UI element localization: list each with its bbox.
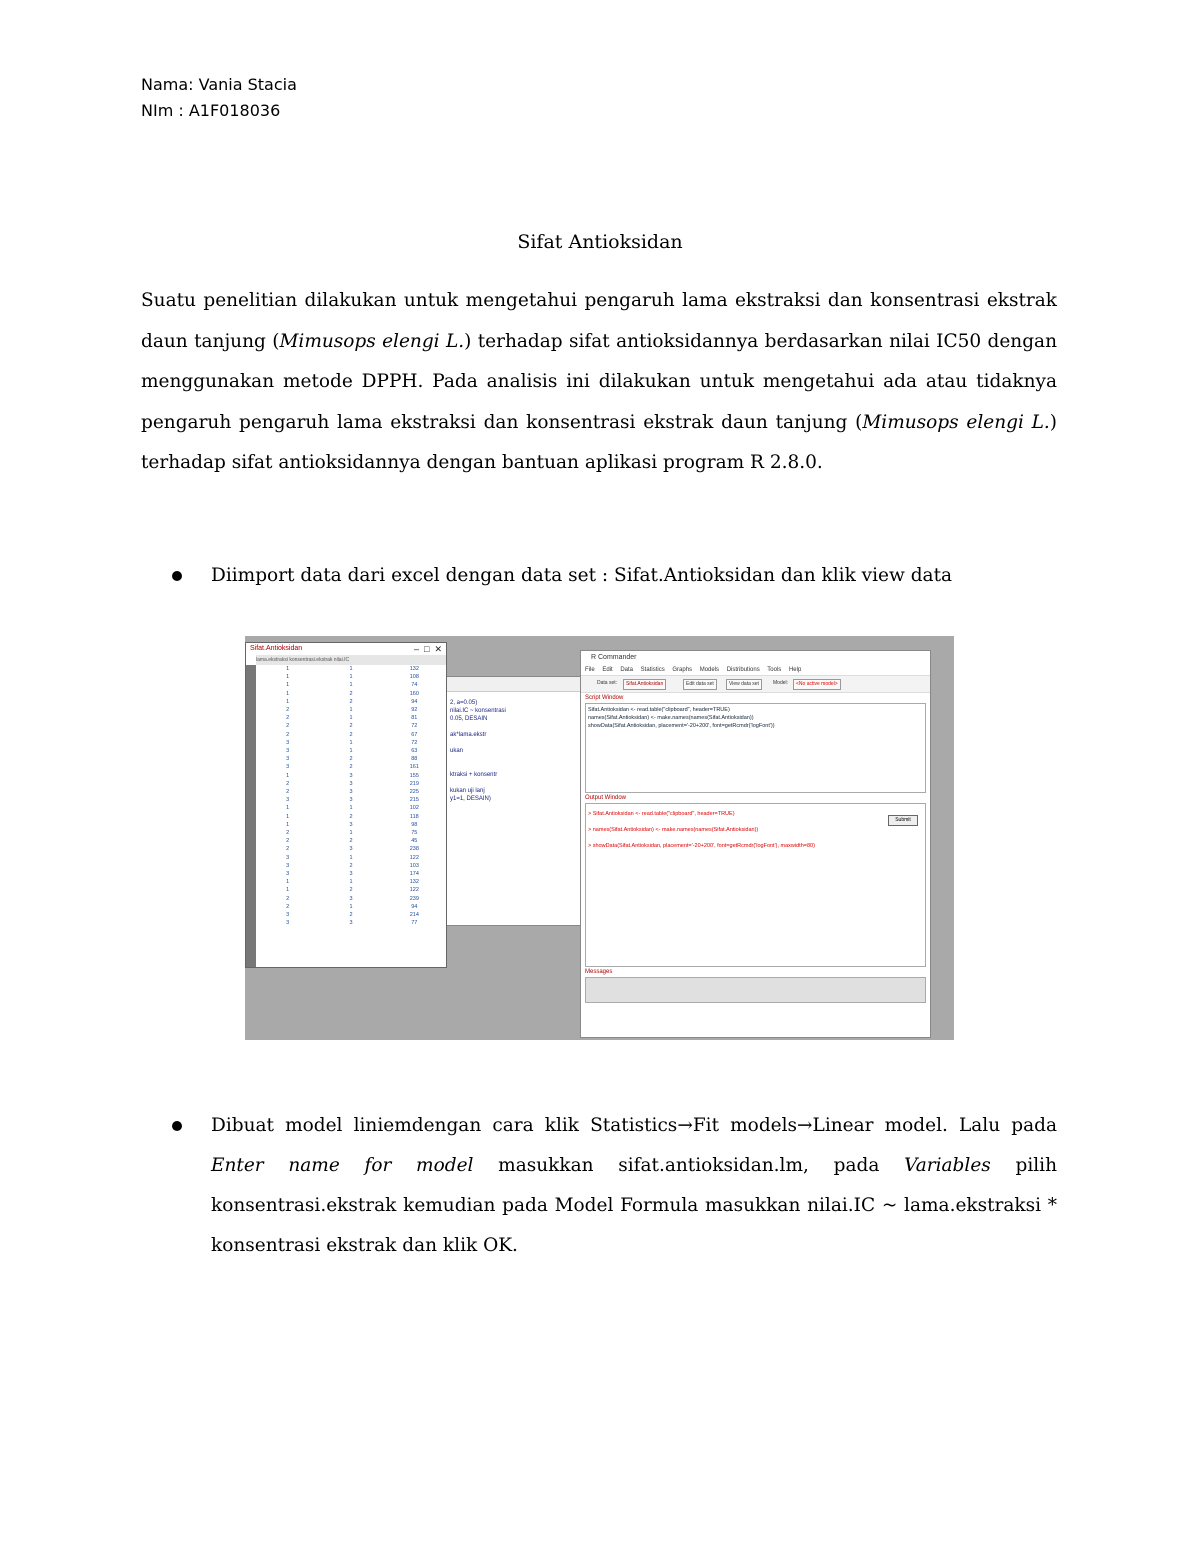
rcmdr-menu[interactable]: File Edit Data Statistics Graphs Models Distributions Tools Help (585, 667, 802, 673)
code-line (450, 739, 506, 747)
r-commander-screenshot (245, 636, 954, 1040)
table-cell: 2 (349, 698, 353, 705)
table-cell: 81 (411, 715, 418, 722)
species-name-2: Mimusops elengi L. (862, 411, 1050, 433)
submit-button[interactable]: Submit (888, 815, 918, 826)
rcmdr-window (580, 650, 931, 1038)
table-cell: 98 (411, 821, 418, 828)
table-cell: 1 (286, 879, 290, 886)
table-cell: 1 (349, 707, 353, 714)
table-cell: 1 (286, 813, 290, 820)
messages-label: Messages (585, 969, 613, 975)
intro-text-2: ) terhadap sifat antioksidannya berdasarkan nilai IC50 dengan menggunakan metode DPPH. Pada analisis ini dilakukan untuk mengetahui ada atau tidaknya pengaruh pengaruh lama ekstraksi dan konsentrasi ekstrak daun tanjung ( (141, 330, 1058, 433)
table-row (256, 919, 446, 927)
table-cell: 1 (349, 739, 353, 746)
table-row (256, 698, 446, 706)
table-cell: 1 (286, 805, 290, 812)
table-cell: 1 (349, 682, 353, 689)
table-row (256, 714, 446, 722)
intro-text-1: Suatu penelitian dilakukan untuk mengetahui pengaruh lama ekstraksi dan konsentrasi ekstrak daun tanjung ( (141, 290, 1057, 352)
intro-paragraph (141, 281, 1057, 484)
table-cell: 174 (409, 871, 419, 878)
table-cell: 108 (409, 674, 419, 681)
table-cell: 1 (349, 903, 353, 910)
data-header-row: lama.ekstraksi konsentrasi.ekstrak nilai.IC (256, 655, 446, 665)
output-label: Output Window (585, 795, 627, 801)
view-data-button[interactable]: View data set (726, 679, 762, 690)
table-row (256, 837, 446, 845)
dataset-label: Data set: (597, 680, 618, 686)
table-cell: 3 (349, 871, 353, 878)
table-cell: 1 (286, 772, 290, 779)
table-cell: 1 (286, 690, 290, 697)
bullet-dot-1 (172, 571, 182, 581)
table-cell: 132 (409, 666, 419, 672)
table-cell: 2 (286, 903, 290, 910)
code-line: 0.05, DESAIN (450, 716, 488, 722)
table-cell: 94 (411, 903, 418, 910)
table-row (256, 673, 446, 681)
table-cell: 63 (411, 748, 418, 755)
table-row (256, 755, 446, 763)
table-cell: 77 (411, 920, 418, 927)
b2-text-5: pilih konsentrasi.ekstrak kemudian pada Model Formula masukkan nilai.IC ~ lama.ekstraksi * konsentrasi ekstrak dan klik OK. (211, 1155, 1057, 1256)
table-row (256, 862, 446, 870)
table-cell: 45 (411, 838, 418, 845)
table-row (256, 796, 446, 804)
table-cell: 2 (286, 780, 290, 787)
table-row (256, 706, 446, 714)
table-cell: 2 (286, 895, 290, 902)
table-cell: 1 (286, 887, 290, 894)
table-cell: 2 (349, 912, 353, 919)
code-line: kukan uji lanj (450, 788, 485, 794)
table-cell: 3 (286, 748, 290, 755)
table-row (256, 788, 446, 796)
table-cell: 2 (286, 715, 290, 722)
code-line: ak*lama.ekstr (450, 732, 487, 738)
table-cell: 1 (349, 830, 353, 837)
b2-text-1: Dibuat model liniemdengan cara klik Statistics (211, 1115, 678, 1136)
table-row (256, 690, 446, 698)
output-window (585, 803, 926, 967)
code-line: ukan (450, 748, 464, 754)
table-row (256, 821, 446, 829)
table-cell: 72 (411, 723, 418, 730)
table-cell: 3 (286, 912, 290, 919)
table-row (256, 886, 446, 894)
table-cell: 1 (349, 715, 353, 722)
dataset-button[interactable]: Sifat.Antioksidan (623, 679, 666, 690)
script-label: Script Window (585, 695, 624, 701)
student-header (141, 72, 297, 124)
table-cell: 3 (286, 756, 290, 763)
table-cell: 3 (286, 739, 290, 746)
code-line: y1=1, DESAIN) (450, 796, 491, 802)
bullet-text-2 (211, 1106, 1057, 1266)
table-cell: 88 (411, 756, 418, 763)
document-title: Sifat Antioksidan (517, 231, 683, 253)
table-cell: 3 (349, 846, 353, 853)
table-cell: 67 (411, 731, 418, 738)
table-row (256, 780, 446, 788)
table-cell: 3 (286, 920, 290, 927)
table-cell: 2 (349, 813, 353, 820)
intro-text-3: ) terhadap sifat antioksidannya dengan bantuan aplikasi program R 2.8.0. (141, 411, 1057, 473)
b2-text-4: masukkan sifat.antioksidan.lm, pada (473, 1155, 905, 1176)
row-number-column (246, 665, 256, 967)
table-cell: 122 (409, 854, 419, 861)
table-row (256, 878, 446, 886)
arrow-icon: → (797, 1115, 813, 1136)
table-cell: 1 (349, 674, 353, 681)
table-row (256, 870, 446, 878)
data-cells (256, 665, 446, 928)
table-row (256, 681, 446, 689)
b2-variables: Variables (904, 1155, 991, 1176)
code-line: > Sifat.Antioksidan <- read.table("clipboard", header=TRUE) (588, 811, 735, 817)
b2-text-3: Linear model. Lalu pada (812, 1115, 1057, 1136)
table-cell: 3 (349, 797, 353, 804)
table-cell: 3 (349, 895, 353, 902)
table-cell: 1 (286, 674, 290, 681)
table-cell: 219 (409, 780, 419, 787)
student-nim: NIm : A1F018036 (141, 101, 281, 120)
table-cell: 2 (349, 756, 353, 763)
table-cell: 2 (349, 690, 353, 697)
table-cell: 2 (349, 764, 353, 771)
table-cell: 2 (286, 731, 290, 738)
table-cell: 3 (286, 862, 290, 869)
table-row (256, 804, 446, 812)
table-row (256, 747, 446, 755)
table-row (256, 911, 446, 919)
code-line: > showData(Sifat.Antioksidan, placement='-20+200', font=getRcmdr('logFont'), maxwidth=80) (588, 843, 815, 849)
table-cell: 3 (286, 854, 290, 861)
table-cell: 2 (349, 887, 353, 894)
table-cell: 2 (286, 838, 290, 845)
table-cell: 3 (286, 797, 290, 804)
code-line: names(Sifat.Antioksidan) <- make.names(names(Sifat.Antioksidan)) (588, 715, 754, 721)
table-cell: 239 (409, 895, 419, 902)
table-cell: 2 (349, 862, 353, 869)
table-row (256, 829, 446, 837)
data-viewer-title: Sifat.Antioksidan (250, 645, 303, 652)
table-row (256, 739, 446, 747)
student-name: Nama: Vania Stacia (141, 75, 297, 94)
table-cell: 132 (409, 879, 419, 886)
table-cell: 122 (409, 887, 419, 894)
table-row (256, 722, 446, 730)
code-line: showData(Sifat.Antioksidan, placement='-20+200', font=getRcmdr('logFont')) (588, 723, 775, 729)
table-row (256, 903, 446, 911)
table-cell: 2 (349, 723, 353, 730)
table-row (256, 813, 446, 821)
table-cell: 238 (409, 846, 419, 853)
code-line (450, 779, 506, 787)
editor-code (450, 699, 506, 803)
species-name: Mimusops elengi L. (279, 330, 465, 352)
table-cell: 3 (286, 871, 290, 878)
table-cell: 1 (349, 666, 353, 672)
table-cell: 2 (349, 731, 353, 738)
table-cell: 2 (286, 723, 290, 730)
table-cell: 3 (349, 920, 353, 927)
table-cell: 2 (349, 838, 353, 845)
window-controls-icon[interactable]: – □ ✕ (414, 644, 442, 654)
bullet-dot-2 (172, 1121, 182, 1131)
table-row (256, 772, 446, 780)
model-button[interactable]: <No active model> (793, 679, 841, 690)
table-cell: 214 (409, 912, 419, 919)
table-cell: 72 (411, 739, 418, 746)
table-row (256, 763, 446, 771)
table-cell: 1 (286, 666, 290, 672)
table-cell: 1 (286, 821, 290, 828)
table-row (256, 895, 446, 903)
code-line (450, 723, 506, 731)
code-line (450, 763, 506, 771)
b2-text-2: Fit models (692, 1115, 798, 1136)
table-cell: 1 (349, 748, 353, 755)
code-line: ktraksi + konsentr (450, 772, 498, 778)
table-cell: 2 (286, 789, 290, 796)
table-cell: 2 (286, 830, 290, 837)
code-line (450, 755, 506, 763)
code-line: Sifat.Antioksidan <- read.table("clipboard", header=TRUE) (588, 707, 730, 713)
table-cell: 1 (286, 698, 290, 705)
table-cell: 3 (349, 821, 353, 828)
rcmdr-title: R Commander (591, 654, 637, 661)
arrow-icon: → (677, 1115, 693, 1136)
table-row (256, 665, 446, 673)
table-cell: 215 (409, 797, 419, 804)
table-cell: 118 (409, 813, 419, 820)
table-cell: 1 (349, 805, 353, 812)
table-cell: 3 (349, 772, 353, 779)
edit-data-button[interactable]: Edit data set (683, 679, 717, 690)
data-viewer-window (245, 642, 447, 968)
table-cell: 2 (286, 707, 290, 714)
table-cell: 94 (411, 698, 418, 705)
table-cell: 1 (349, 879, 353, 886)
table-cell: 102 (409, 805, 419, 812)
table-cell: 160 (409, 690, 419, 697)
b2-enter-name: Enter name for model (211, 1155, 474, 1176)
table-cell: 225 (409, 789, 419, 796)
code-line: 2, a=0.05) (450, 700, 478, 706)
code-line: nilai.IC ~ konsentrasi (450, 708, 506, 714)
table-cell: 1 (349, 854, 353, 861)
messages-window (585, 977, 926, 1003)
table-cell: 75 (411, 830, 418, 837)
model-label: Model: (773, 680, 789, 686)
table-cell: 3 (349, 789, 353, 796)
code-line: > names(Sifat.Antioksidan) <- make.names(names(Sifat.Antioksidan)) (588, 827, 759, 833)
table-cell: 74 (411, 682, 418, 689)
table-cell: 1 (286, 682, 290, 689)
bullet-text-1: Diimport data dari excel dengan data set : Sifat.Antioksidan dan klik view data (211, 565, 953, 586)
table-cell: 2 (286, 846, 290, 853)
table-row (256, 845, 446, 853)
table-row (256, 731, 446, 739)
table-cell: 3 (349, 780, 353, 787)
script-window[interactable] (585, 703, 926, 793)
table-cell: 92 (411, 707, 418, 714)
table-cell: 161 (409, 764, 419, 771)
table-cell: 103 (409, 862, 419, 869)
table-cell: 3 (286, 764, 290, 771)
rcmdr-toolbar (581, 675, 930, 693)
table-row (256, 854, 446, 862)
table-cell: 155 (409, 772, 419, 779)
